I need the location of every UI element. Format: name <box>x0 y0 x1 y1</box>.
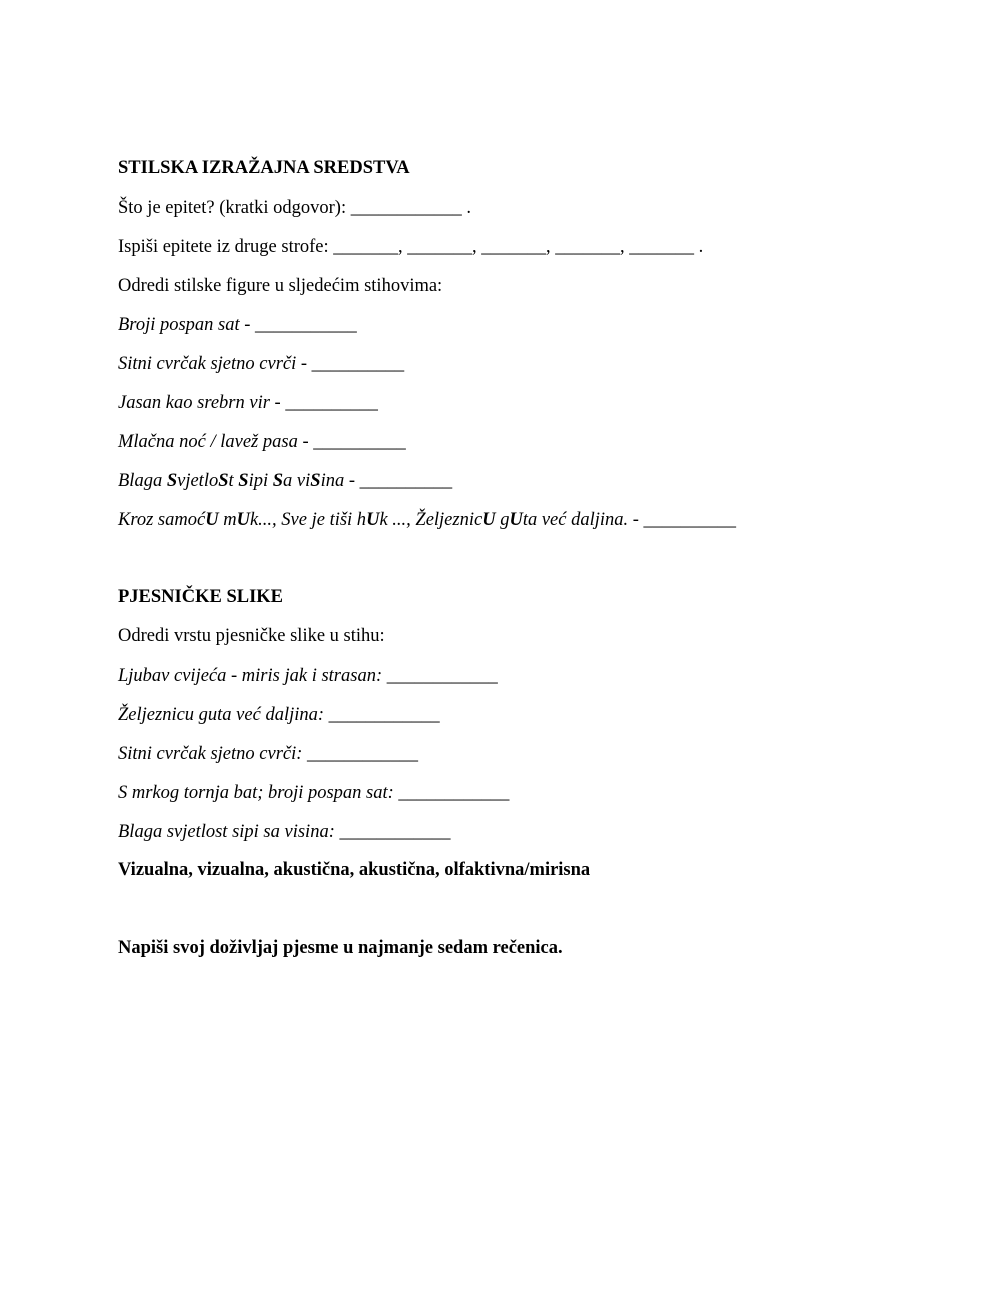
section-heading-pjesnicke-slike: PJESNIČKE SLIKE <box>118 587 284 607</box>
image-item-5: Blaga svjetlost sipi sa visina: ____________ <box>118 822 451 842</box>
figure-item-5: Blaga SvjetloSt Sipi Sa viSina - __________ <box>118 471 453 491</box>
figure-item-3: Jasan kao srebrn vir - __________ <box>118 393 378 413</box>
image-item-2: Željeznicu guta već daljina: ____________ <box>118 705 440 725</box>
writing-task: Napiši svoj doživljaj pjesme u najmanje sedam rečenica. <box>118 938 563 958</box>
figure-item-1: Broji pospan sat - ___________ <box>118 315 357 335</box>
image-item-4: S mrkog tornja bat; broji pospan sat: ____________ <box>118 783 510 803</box>
figure-item-4: Mlačna noć / lavež pasa - __________ <box>118 432 406 452</box>
image-item-3: Sitni cvrčak sjetno cvrči: ____________ <box>118 744 419 764</box>
question-epitet: Što je epitet? (kratki odgovor): ____________ . <box>118 198 471 218</box>
section-heading-stilska: STILSKA IZRAŽAJNA SREDSTVA <box>118 158 410 178</box>
question-vrsta-slike: Odredi vrstu pjesničke slike u stihu: <box>118 626 385 646</box>
question-stilske-figure: Odredi stilske figure u sljedećim stihovima: <box>118 276 443 296</box>
figure-item-2: Sitni cvrčak sjetno cvrči - __________ <box>118 354 405 374</box>
image-item-1: Ljubav cvijeća - miris jak i strasan: ____________ <box>118 666 498 686</box>
question-epiteti-strofa: Ispiši epitete iz druge strofe: _______, _______, _______, _______, _______ . <box>118 237 704 257</box>
answer-options: Vizualna, vizualna, akustična, akustična, olfaktivna/mirisna <box>118 860 591 880</box>
figure-item-6: Kroz samoćU mUk..., Sve je tiši hUk ..., ŽeljeznicU gUta već daljina. - __________ <box>118 510 737 530</box>
